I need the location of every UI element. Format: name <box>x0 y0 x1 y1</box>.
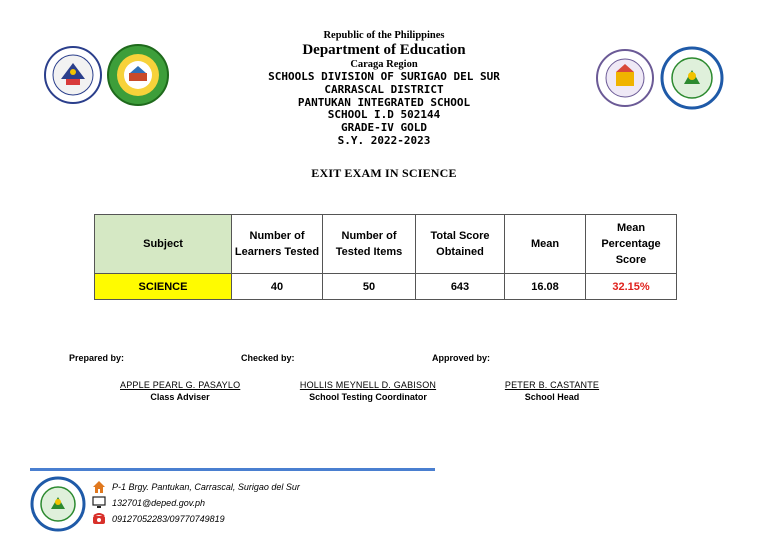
email-text: 132701@deped.gov.ph <box>112 497 206 508</box>
republic-line: Republic of the Philippines <box>323 30 445 41</box>
home-icon <box>92 480 106 493</box>
exam-title: EXIT EXAM IN SCIENCE <box>311 166 457 180</box>
division-line: SCHOOLS DIVISION OF SURIGAO DEL SUR <box>268 70 500 83</box>
division-seal-logo <box>106 44 170 106</box>
header-mps: Mean Percentage Score <box>586 215 677 274</box>
department-line: Department of Education <box>302 42 466 58</box>
cell-mps: 32.15% <box>586 274 677 300</box>
header-mean: Mean <box>505 215 586 274</box>
approved-label: Approved by: <box>432 353 491 363</box>
header-subject: Subject <box>95 215 232 274</box>
coordinator-name: HOLLIS MEYNELL D. GABISON <box>299 380 437 390</box>
coordinator-signature <box>298 380 438 402</box>
region-line: Caraga Region <box>350 59 418 70</box>
school-year-line: S.Y. 2022-2023 <box>337 133 431 147</box>
footer-divider <box>30 468 435 471</box>
table-header-row <box>95 215 677 274</box>
cell-total: 643 <box>416 274 505 300</box>
adviser-name: APPLE PEARL G. PASAYLO <box>120 380 241 390</box>
coordinator-role: School Testing Coordinator <box>309 392 427 402</box>
checked-label: Checked by: <box>241 353 295 363</box>
deped-seal-logo <box>44 45 102 105</box>
cell-mean: 16.08 <box>505 274 586 300</box>
footer-phone <box>92 512 225 525</box>
head-signature <box>500 380 604 402</box>
cell-subject: SCIENCE <box>95 274 232 300</box>
header-total: Total Score Obtained <box>416 215 505 274</box>
footer-school-seal-logo <box>30 476 86 537</box>
prepared-label: Prepared by: <box>69 353 125 363</box>
cell-learners: 40 <box>232 274 323 300</box>
phone-icon <box>92 512 106 525</box>
kagawaran-seal-logo <box>595 48 655 108</box>
header-items: Number of Tested Items <box>323 215 416 274</box>
head-role: School Head <box>524 392 580 402</box>
school-seal-logo <box>660 46 724 110</box>
school-line: PANTUKAN INTEGRATED SCHOOL <box>297 95 471 109</box>
district-line: CARRASCAL DISTRICT <box>324 82 444 96</box>
footer-address <box>92 480 300 493</box>
header-learners: Number of Learners Tested <box>232 215 323 274</box>
school-id-line: SCHOOL I.D 502144 <box>327 108 441 122</box>
cell-items: 50 <box>323 274 416 300</box>
letterhead <box>200 30 568 148</box>
footer-email <box>92 496 205 509</box>
phone-text: 09127052283/09770749819 <box>112 513 225 524</box>
adviser-role: Class Adviser <box>150 392 210 402</box>
computer-icon <box>92 496 106 509</box>
head-name: PETER B. CASTANTE <box>504 380 600 390</box>
adviser-signature <box>120 380 240 402</box>
address-text: P-1 Brgy. Pantukan, Carrascal, Surigao del Sur <box>112 481 300 492</box>
table-row <box>95 274 677 300</box>
grade-line: GRADE-IV GOLD <box>340 121 428 135</box>
results-table <box>94 214 677 300</box>
